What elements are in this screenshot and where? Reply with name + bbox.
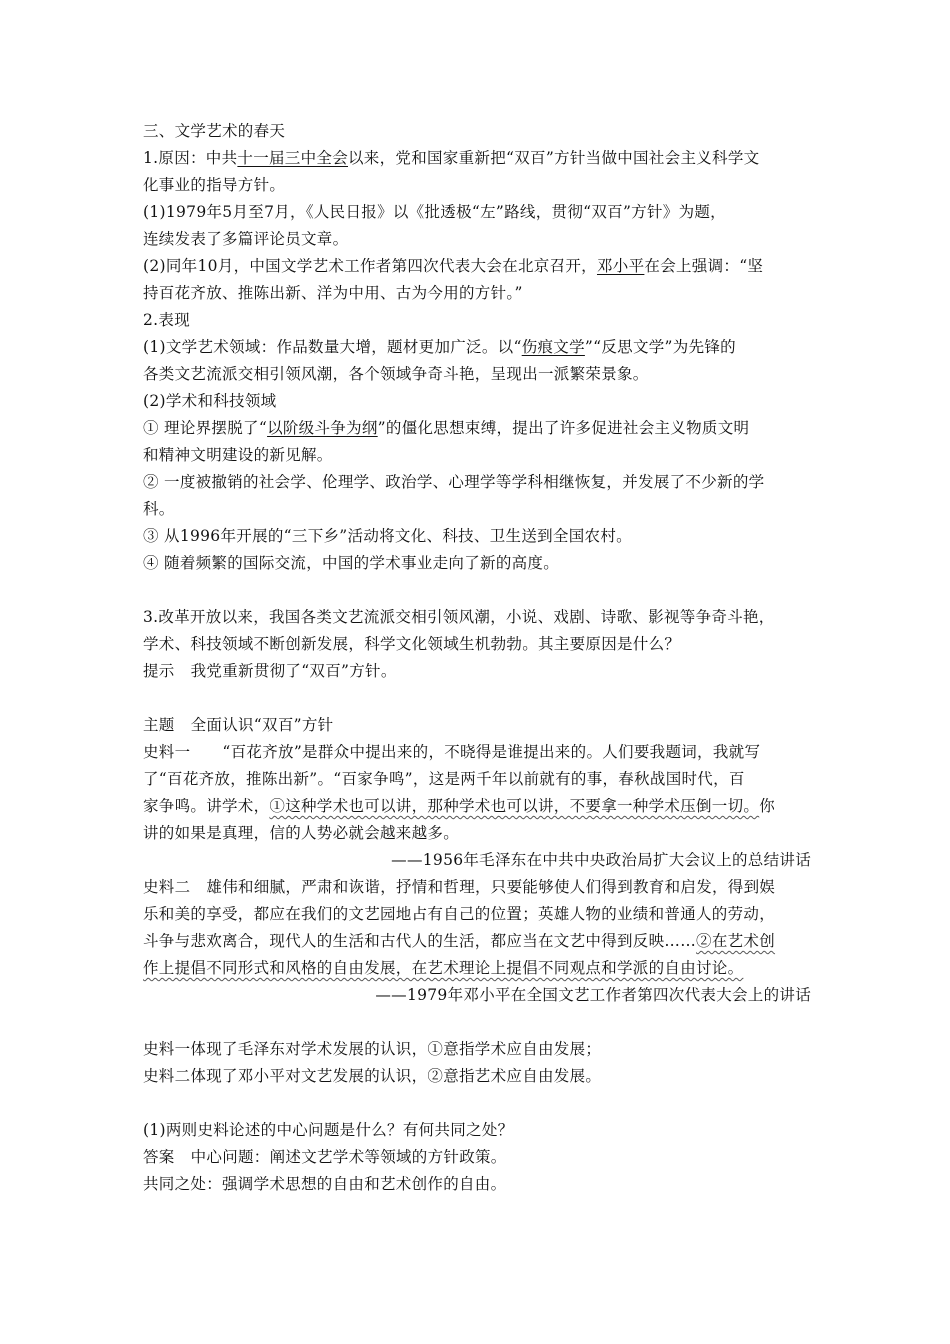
- source2-line-1: [143, 874, 811, 901]
- text-span: 1.原因：中共: [143, 149, 238, 167]
- spacer: [143, 685, 811, 712]
- cause-point-1a: (1)1979年5月至7月，《人民日报》以《批透极“左”路线，贯彻“双百”方针》为题，: [143, 203, 726, 221]
- performance-a2: 各类文艺流派交相引领风潮，各个领域争奇斗艳，呈现出一派繁荣景象。: [143, 365, 649, 383]
- cause-line-2: 化事业的指导方针。: [143, 176, 286, 194]
- cause-point-1b: 连续发表了多篇评论员文章。: [143, 230, 349, 248]
- spacer: [143, 577, 811, 604]
- text-span: (2)同年10月，中国文学艺术工作者第四次代表大会在北京召开，: [143, 257, 597, 275]
- topic-title: 全面认识“双百”方针: [190, 716, 334, 734]
- text-span: ① 理论界摆脱了“: [143, 419, 268, 437]
- text-span: 雄伟和细腻，严肃和诙谐，抒情和哲理，只要能够使人们得到教育和启发，得到娱: [206, 878, 776, 896]
- source1-label: 史料一: [143, 743, 191, 761]
- cause-point-2a: [143, 253, 811, 280]
- text-span: ”“反思文学”为先锋的: [584, 338, 736, 356]
- performance-b-title: (2)学术和科技领域: [143, 392, 277, 410]
- hint-text: 我党重新贯彻了“双百”方针。: [190, 662, 397, 680]
- source2-citation: ——1979年邓小平在全国文艺工作者第四次代表大会上的讲话: [375, 986, 811, 1004]
- source1-line-2: 了“百花齐放，推陈出新”。“百家争鸣”，这是两千年以前就有的事，春秋战国时代，百: [143, 770, 745, 788]
- text-span: (1)文学艺术领域：作品数量大增，题材更加广泛。以“: [143, 338, 522, 356]
- underlined-term: 十一届三中全会: [237, 149, 348, 167]
- note-2: 史料二体现了邓小平对文艺发展的认识，②意指艺术应自由发展。: [143, 1067, 602, 1085]
- performance-c2: ② 一度被撤销的社会学、伦理学、政治学、心理学等学科相继恢复，并发展了不少新的学: [143, 473, 765, 491]
- topic-heading: [143, 712, 811, 739]
- text-span: 你: [759, 797, 776, 815]
- text-span: 斗争与悲欢离合，现代人的生活和古代人的生活，都应当在文艺中得到反映……: [143, 932, 697, 950]
- question-1: (1)两则史料论述的中心问题是什么？有何共同之处？: [143, 1121, 514, 1139]
- performance-a1: [143, 334, 811, 361]
- text-span: 以来，党和国家重新把“双百”方针当做中国社会主义科学文: [348, 149, 760, 167]
- performance-c3: ③ 从1996年开展的“三下乡”活动将文化、科技、卫生送到全国农村。: [143, 527, 632, 545]
- text-span: 家争鸣。讲学术，: [143, 797, 270, 815]
- note-1: 史料一体现了毛泽东对学术发展的认识，①意指学术应自由发展；: [143, 1040, 602, 1058]
- section-title: 三、文学艺术的春天: [143, 122, 286, 140]
- source2-line-2: 乐和美的享受，都应在我们的文艺园地占有自己的位置；英雄人物的业绩和普通人的劳动，: [143, 905, 776, 923]
- text-span: ”的僵化思想束缚，提出了许多促进社会主义物质文明: [377, 419, 750, 437]
- performance-c2-cont: 科。: [143, 500, 175, 518]
- cause-point-2b: 持百花齐放、推陈出新、洋为中用、古为今用的方针。”: [143, 284, 523, 302]
- source1-citation: ——1956年毛泽东在中共中央政治局扩大会议上的总结讲话: [391, 851, 811, 869]
- text-span: 中心问题：阐述文艺学术等领域的方针政策。: [190, 1148, 507, 1166]
- question3-hint: [143, 658, 811, 685]
- source2-line-3: [143, 928, 811, 955]
- spacer: [143, 1090, 811, 1117]
- performance-c1: [143, 415, 811, 442]
- text-span: 在会上强调：“坚: [644, 257, 764, 275]
- performance-c4: ④ 随着频繁的国际交流，中国的学术事业走向了新的高度。: [143, 554, 560, 572]
- performance-c1-cont: 和精神文明建设的新见解。: [143, 446, 333, 464]
- source2-line-4: [143, 955, 811, 982]
- underlined-term: 邓小平: [596, 257, 645, 275]
- document-page: [143, 118, 811, 1198]
- spacer: [143, 1009, 811, 1036]
- cause-line-1: [143, 145, 811, 172]
- source1-line-1: [143, 739, 811, 766]
- hint-label: 提示: [143, 662, 175, 680]
- wavy-underlined-text: ②在艺术创: [696, 932, 776, 950]
- wavy-underlined-text: ①这种学术也可以讲，那种学术也可以讲，不要拿一种学术压倒一切。: [269, 797, 760, 815]
- wavy-underlined-text: 作上提倡不同形式和风格的自由发展，在艺术理论上提倡不同观点和学派的自由讨论。: [143, 959, 744, 977]
- source1-line-3: [143, 793, 811, 820]
- question3-line-1: 3.改革开放以来，我国各类文艺流派交相引领风潮，小说、戏剧、诗歌、影视等争奇斗艳，: [143, 608, 775, 626]
- question3-line-2: 学术、科技领域不断创新发展，科学文化领域生机勃勃。其主要原因是什么？: [143, 635, 681, 653]
- text-span: “百花齐放”是群众中提出来的，不晓得是谁提出来的。人们要我题词，我就写: [222, 743, 761, 761]
- performance-title: 2.表现: [143, 311, 190, 329]
- answer-line-1: [143, 1144, 811, 1171]
- topic-label: 主题: [143, 716, 175, 734]
- answer-line-2: 共同之处：强调学术思想的自由和艺术创作的自由。: [143, 1175, 507, 1193]
- answer-label: 答案: [143, 1148, 175, 1166]
- source2-label: 史料二: [143, 878, 191, 896]
- source1-line-4: 讲的如果是真理，信的人势必就会越来越多。: [143, 824, 460, 842]
- underlined-term: 伤痕文学: [521, 338, 585, 356]
- underlined-term: 以阶级斗争为纲: [267, 419, 378, 437]
